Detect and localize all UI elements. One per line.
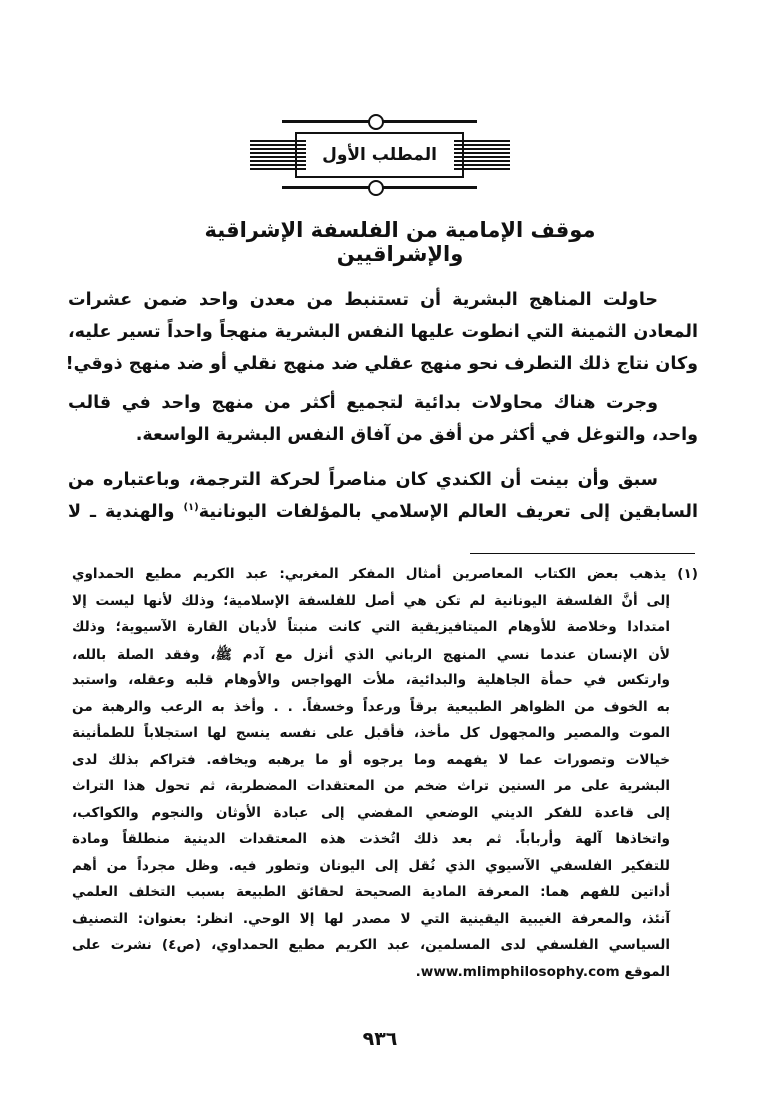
footnote-line: لأن الإنسان عندما نسي المنهج الرباني الذي أنزل مع آدم ﷺ، وفقد الصلة بالله، [72, 647, 670, 663]
footnote-line: للتفكير الفلسفي الآسيوي الذي نُقل إلى اليونان وتطور فيه. وظل مجرداً من أهم [72, 858, 670, 874]
ornament-circle-top [368, 114, 384, 130]
footnote-divider [470, 553, 695, 554]
body-line: وجرت هناك محاولات بدائية لتجميع أكثر من منهج واحد في قالب [68, 393, 658, 413]
footnote-line: آنئذ، والمعرفة الغيبية اليقينية التي لا مصدر لها إلا الوحي. انظر: بعنوان: التصنيف [72, 911, 670, 927]
section-header-ornament [250, 116, 510, 194]
footnote-line: وارتكس في حمأة الجاهلية والبدائية، ملأت الهواجس والأوهام قلبه وعقله، واستبد [72, 672, 670, 688]
body-line [68, 502, 698, 522]
footnote-ref[interactable]: (١) [183, 502, 199, 514]
footnote-line: إلى قاعدة للفكر الديني الوضعي المفضي إلى عبادة الأوثان والنجوم والكواكب، [72, 805, 670, 821]
footnote-line: أداتين للفهم هما: المعرفة المادية الصحيحة لحقائق الطبيعة بسبب التخلف العلمي [72, 884, 670, 900]
body-text: السابقين إلى تعريف العالم الإسلامي بالمؤلفات اليونانية [198, 502, 699, 522]
footnote-line: خيالات وتصورات عما لا يفهمه وما يرجوه أو ما يرهبه ويخافه. فتراكم بذلك لدى [72, 752, 670, 768]
footnote-line: (١) يذهب بعض الكتاب المعاصرين أمثال المفكر المغربي: عبد الكريم مطيع الحمداوي [72, 566, 698, 582]
page-number: ٩٣٦ [362, 1028, 398, 1050]
footnote-line: الموت والمصير والمجهول كل مأخذ، فأقبل على نفسه ينسج لها استجلاباً للطمأنينة [72, 725, 670, 741]
body-line: وكان نتاج ذلك التطرف نحو منهج عقلي ضد منهج نقلي أو ضد منهج ذوقي! [65, 354, 698, 374]
body-line: سبق وأن بينت أن الكندي كان مناصراً لحركة الترجمة، وباعتباره من [68, 470, 658, 490]
body-line: واحد، والتوغل في أكثر من أفق من آفاق النفس البشرية الواسعة. [135, 425, 698, 445]
footnote-line: إلى أنَّ الفلسفة اليونانية لم تكن هي أصل للفلسفة الإسلامية؛ وذلك لأنها ليست إلا [72, 593, 670, 609]
ornament-circle-bottom [368, 180, 384, 196]
footnote-line: السياسي الفلسفي لدى المسلمين، عبد الكريم مطيع الحمداوي، (ص٤) نشرت على [72, 937, 670, 953]
footnote-line: البشرية على مر السنين تراث ضخم من المعتقدات المضطربة، ثم تحول هذا التراث [72, 778, 670, 794]
body-line: حاولت المناهج البشرية أن تستنبط من معدن واحد ضمن عشرات [68, 290, 658, 310]
footnote-line: امتدادا وخلاصة للأوهام الميتافيزيقية التي كانت منبتاً لأديان القارة الآسيوية؛ وذلك [72, 619, 670, 635]
body-text: والهندية ـ لا [68, 502, 175, 522]
footnote-line: الموقع www.mlimphilosophy.com. [415, 964, 670, 980]
body-line: المعادن الثمينة التي انطوت عليها النفس البشرية منهجاً واحداً تسير عليه، [68, 322, 698, 342]
footnote-line: به الخوف من الظواهر الطبيعية برقاً ورعداً وخسفاً. . . وأخذ به الرعب والرهبة من [72, 699, 670, 715]
page-title: موقف الإمامية من الفلسفة الإشراقية والإشراقيين [204, 218, 596, 266]
section-header: المطلب الأول [295, 132, 464, 178]
footnote-line: واتخاذها آلهة وأرباباً. ثم بعد ذلك اتُخذت هذه المعتقدات الدينية منطلقاً ومادة [72, 831, 670, 847]
